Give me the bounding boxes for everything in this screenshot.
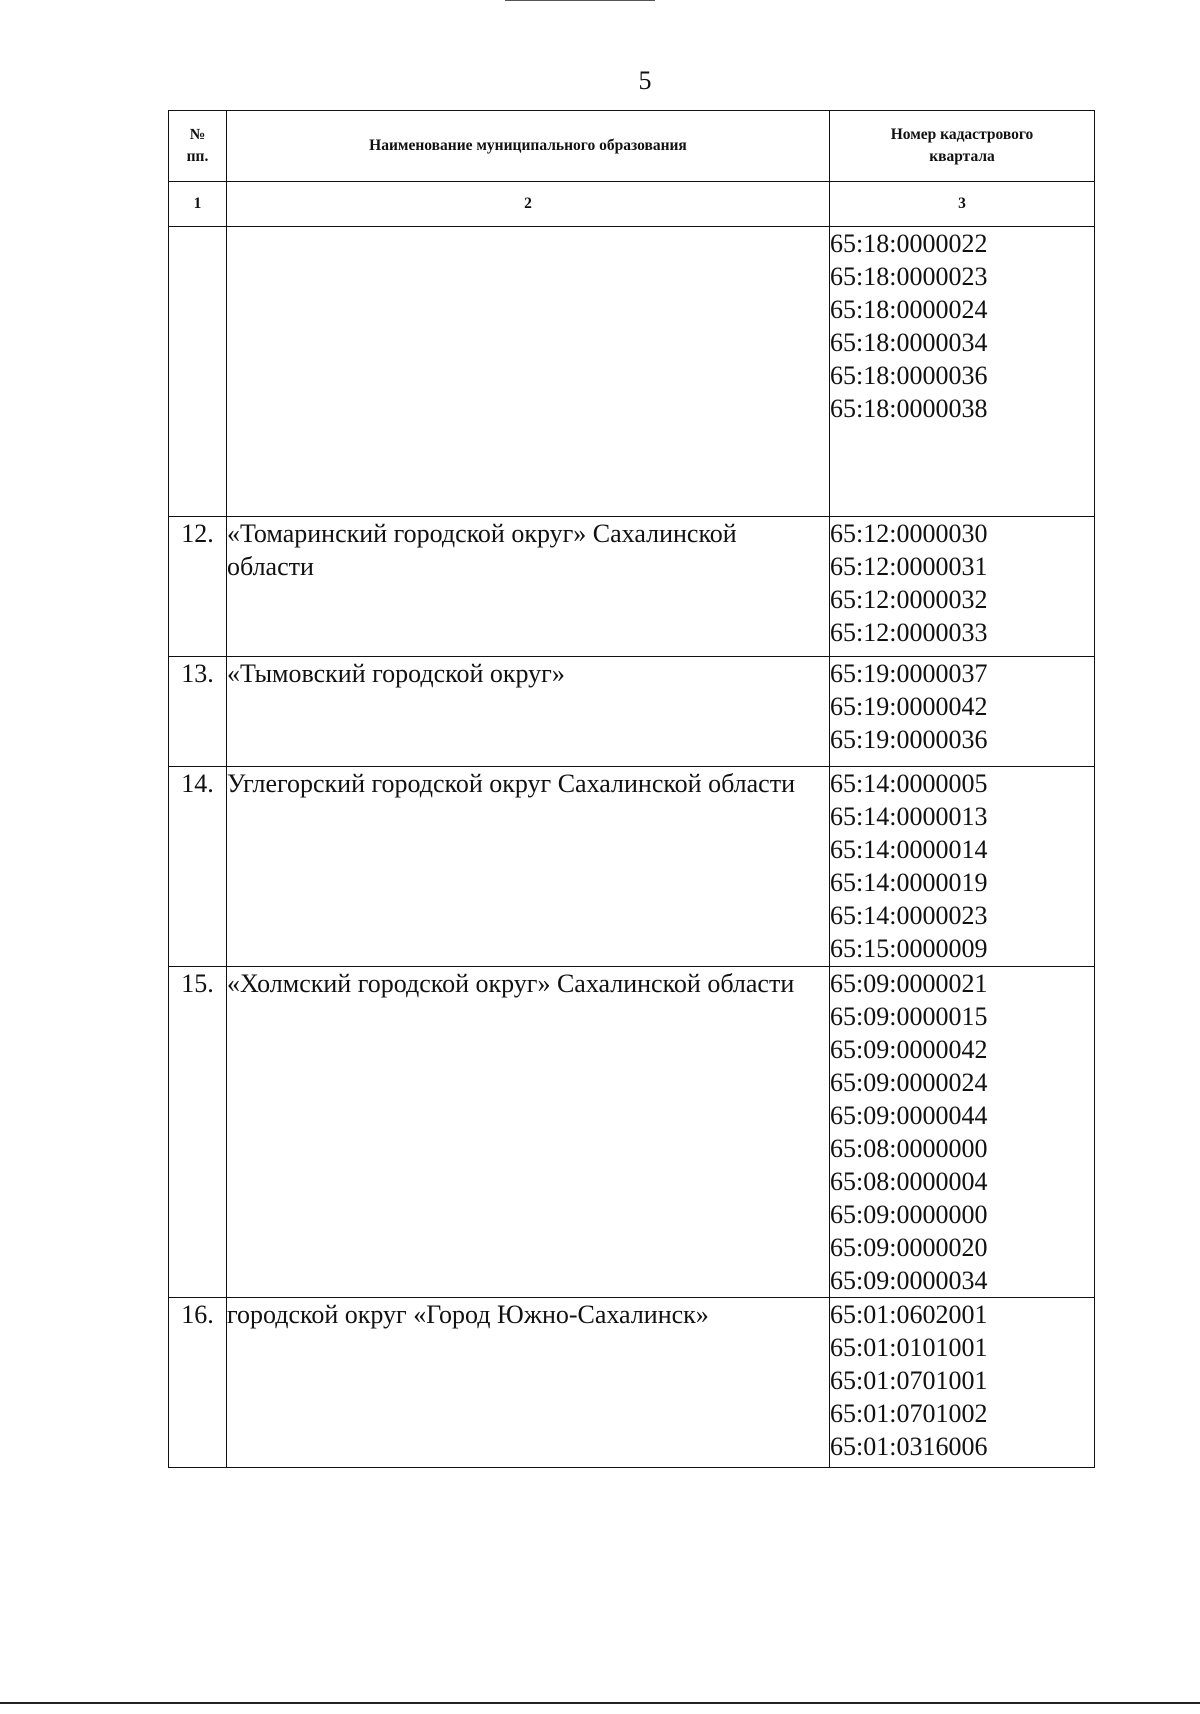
column-number-2: 2 [227,182,830,227]
table-body [169,227,1095,1468]
cadastral-code: 65:19:0000037 [830,659,988,688]
row-cadastral-codes [830,657,1095,767]
cadastral-code: 65:19:0000042 [830,692,988,721]
cadastral-code: 65:18:0000024 [830,295,988,324]
row-index [169,227,227,517]
header-cadastral-quarter-text: Номер кадастрового квартала [890,126,1034,165]
cadastral-code: 65:12:0000033 [830,618,988,647]
cadastral-code: 65:15:0000009 [830,934,988,963]
header-number-text: № пп. [186,126,209,165]
cadastral-code: 65:09:0000020 [830,1233,988,1262]
header-municipality-text: Наименование муниципального образования [369,137,687,154]
cadastral-code: 65:18:0000023 [830,262,988,291]
table-row [169,1298,1095,1468]
row-cadastral-codes [830,227,1095,517]
header-cadastral-quarter [830,111,1095,182]
cadastral-code: 65:09:0000034 [830,1266,988,1295]
row-municipality-name: «Томаринский городской округ» Сахалинской области [227,517,830,657]
table-row [169,517,1095,657]
row-index: 16. [169,1298,227,1468]
table-row [169,657,1095,767]
cadastral-code: 65:01:0701001 [830,1366,988,1395]
cadastral-code: 65:14:0000019 [830,868,988,897]
scan-bottom-rule [0,1702,1200,1704]
cadastral-table [168,110,1095,1468]
row-cadastral-codes [830,1298,1095,1468]
header-municipality [227,111,830,182]
cadastral-code: 65:12:0000030 [830,519,988,548]
column-number-3: 3 [830,182,1095,227]
row-cadastral-codes [830,967,1095,1298]
cadastral-code: 65:09:0000000 [830,1200,988,1229]
row-municipality-name: «Тымовский городской округ» [227,657,830,767]
column-number-row [169,182,1095,227]
cadastral-code: 65:14:0000013 [830,802,988,831]
row-municipality-name: «Холмский городской округ» Сахалинской области [227,967,830,1298]
cadastral-code: 65:01:0101001 [830,1333,988,1362]
cadastral-code: 65:09:0000042 [830,1035,988,1064]
cadastral-code: 65:09:0000021 [830,969,988,998]
row-municipality-name: городской округ «Город Южно-Сахалинск» [227,1298,830,1468]
row-index: 15. [169,967,227,1298]
header-number [169,111,227,182]
cadastral-code: 65:18:0000036 [830,361,988,390]
page-number: 5 [638,66,652,95]
cadastral-code: 65:14:0000005 [830,769,988,798]
row-index: 12. [169,517,227,657]
table-row [169,767,1095,967]
cadastral-code: 65:09:0000024 [830,1068,988,1097]
cadastral-code: 65:01:0316006 [830,1432,988,1461]
scan-top-rule [505,0,655,1]
header-row [169,111,1095,182]
cadastral-code: 65:01:0602001 [830,1300,988,1329]
cadastral-code: 65:14:0000014 [830,835,988,864]
column-number-1: 1 [169,182,227,227]
cadastral-code: 65:18:0000038 [830,394,988,423]
cadastral-code: 65:18:0000034 [830,328,988,357]
row-municipality-name [227,227,830,517]
table-row [169,967,1095,1298]
cadastral-code: 65:19:0000036 [830,725,988,754]
cadastral-code: 65:12:0000032 [830,585,988,614]
row-index: 14. [169,767,227,967]
cadastral-code: 65:09:0000044 [830,1101,988,1130]
row-cadastral-codes [830,767,1095,967]
row-index: 13. [169,657,227,767]
row-cadastral-codes [830,517,1095,657]
table-row [169,227,1095,517]
cadastral-code: 65:08:0000000 [830,1134,988,1163]
row-municipality-name: Углегорский городской округ Сахалинской области [227,767,830,967]
cadastral-code: 65:08:0000004 [830,1167,988,1196]
cadastral-code: 65:14:0000023 [830,901,988,930]
cadastral-code: 65:18:0000022 [830,229,988,258]
cadastral-code: 65:01:0701002 [830,1399,988,1428]
cadastral-code: 65:09:0000015 [830,1002,988,1031]
cadastral-code: 65:12:0000031 [830,552,988,581]
